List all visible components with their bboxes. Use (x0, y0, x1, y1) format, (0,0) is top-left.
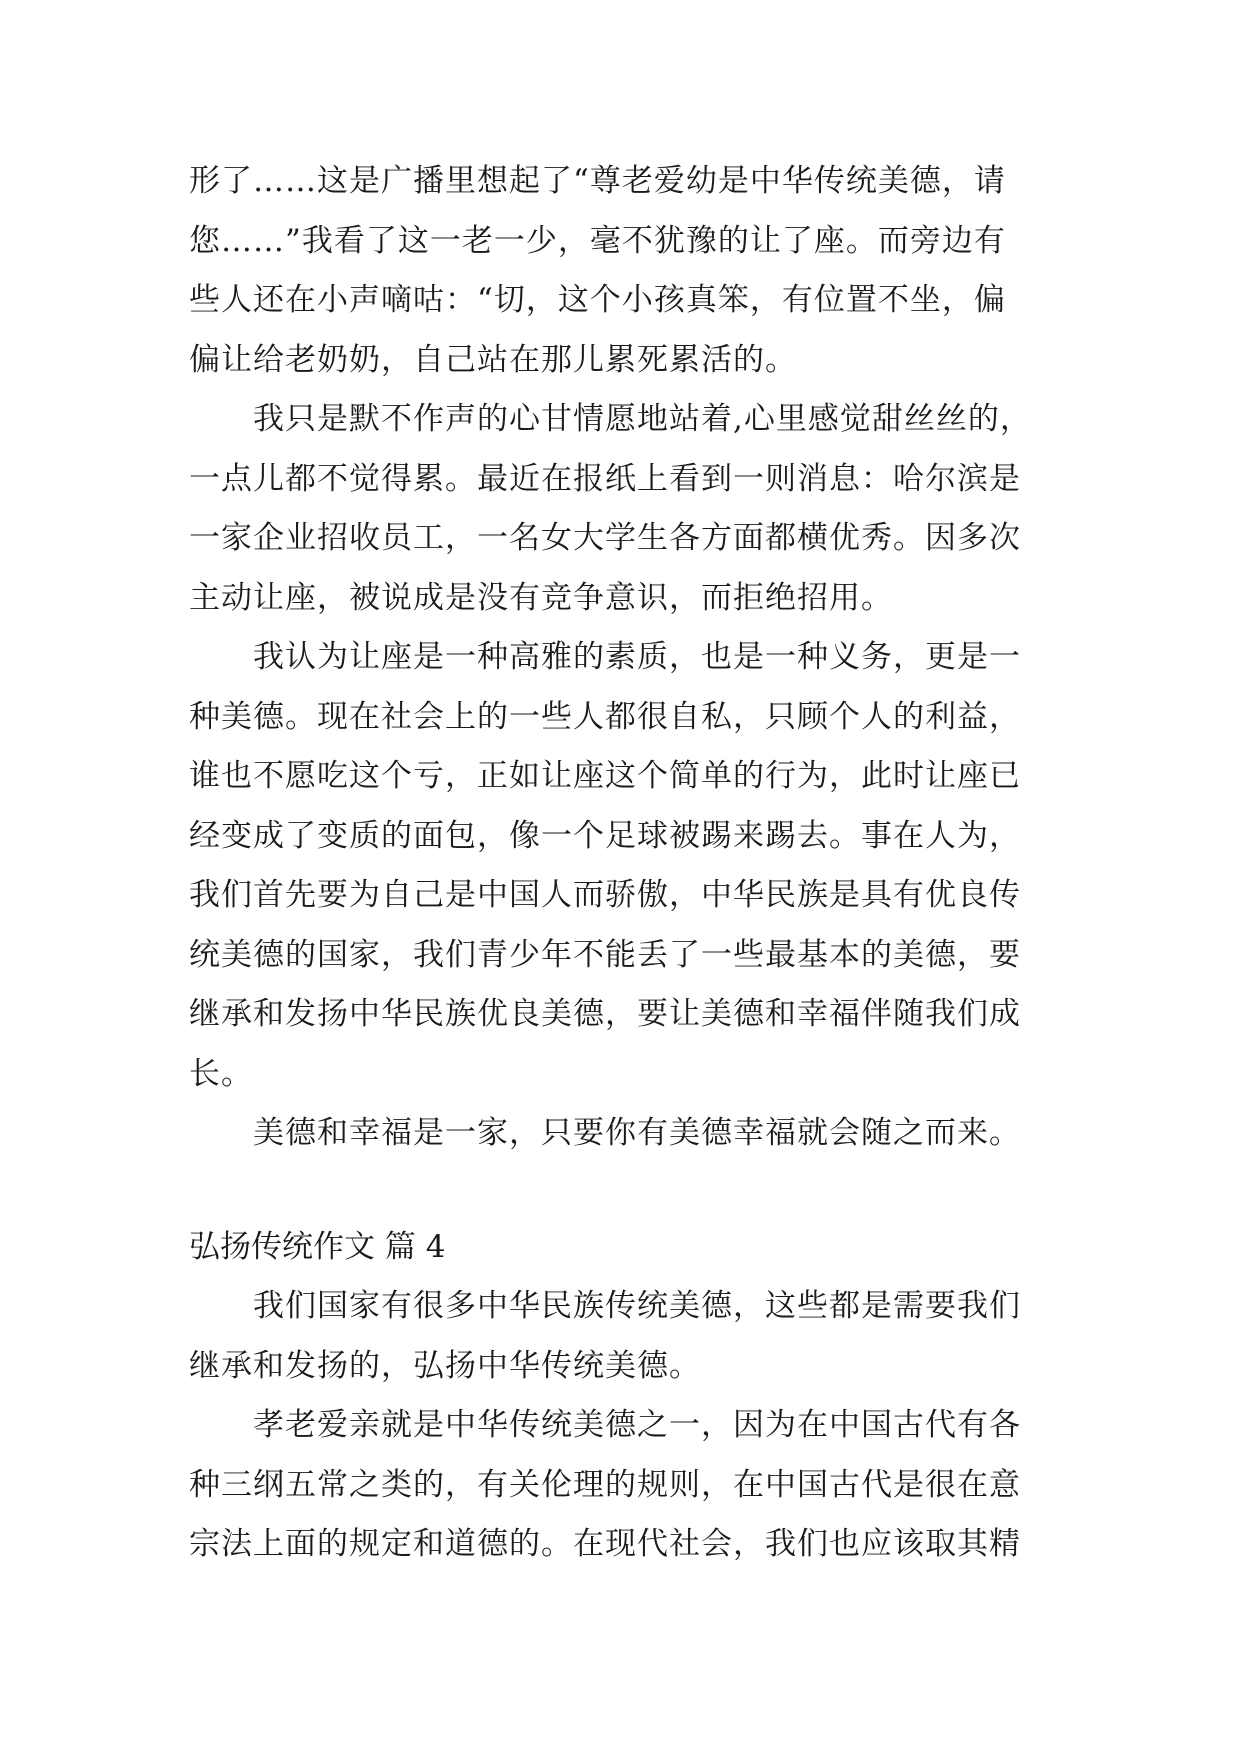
text-line: 种美德。现在社会上的一些人都很自私，只顾个人的利益， (189, 698, 1021, 735)
text-line: 美德和幸福是一家，只要你有美德幸福就会随之而来。 (189, 1115, 1021, 1151)
text-line: 您……”我看了这一老一少，毫不犹豫的让了座。而旁边有 (189, 222, 1006, 259)
text-line: 一家企业招收员工，一名女大学生各方面都横优秀。因多次 (189, 520, 1021, 556)
text-line: 孝老爱亲就是中华传统美德之一，因为在中国古代有各 (189, 1407, 1021, 1443)
text-line: 种三纲五常之类的，有关伦理的规则，在中国古代是很在意 (189, 1466, 1021, 1503)
section-heading: 弘扬传统作文 篇 4 (189, 1228, 446, 1265)
text-line: 长。 (189, 1055, 253, 1092)
text-line: 主动让座，被说成是没有竞争意识，而拒绝招用。 (189, 579, 893, 616)
text-line: 偏让给老奶奶，自己站在那儿累死累活的。 (189, 341, 797, 378)
text-line: 我只是默不作声的心甘情愿地站着,心里感觉甜丝丝的， (189, 401, 1032, 437)
text-line: 形了……这是广播里想起了“尊老爱幼是中华传统美德，请 (189, 163, 1006, 199)
text-line: 经变成了变质的面包，像一个足球被踢来踢去。事在人为， (189, 817, 1021, 854)
text-line: 我们国家有很多中华民族传统美德，这些都是需要我们 (189, 1288, 1021, 1324)
text-line: 宗法上面的规定和道德的。在现代社会，我们也应该取其精 (189, 1526, 1021, 1562)
text-line: 一点儿都不觉得累。最近在报纸上看到一则消息：哈尔滨是 (189, 460, 1021, 497)
text-line: 继承和发扬中华民族优良美德，要让美德和幸福伴随我们成 (189, 996, 1021, 1032)
text-line: 谁也不愿吃这个亏，正如让座这个简单的行为，此时让座已 (189, 758, 1021, 794)
text-line: 统美德的国家，我们青少年不能丢了一些最基本的美德，要 (189, 936, 1021, 973)
text-line: 继承和发扬的，弘扬中华传统美德。 (189, 1347, 701, 1384)
text-line: 我们首先要为自己是中国人而骄傲，中华民族是具有优良传 (189, 877, 1021, 913)
text-line: 些人还在小声嘀咕：“切，这个小孩真笨，有位置不坐，偏 (189, 282, 1006, 318)
text-line: 我认为让座是一种高雅的素质，也是一种义务，更是一 (189, 639, 1021, 675)
essay-text (189, 152, 1069, 1575)
section-spacer (189, 1164, 1069, 1218)
